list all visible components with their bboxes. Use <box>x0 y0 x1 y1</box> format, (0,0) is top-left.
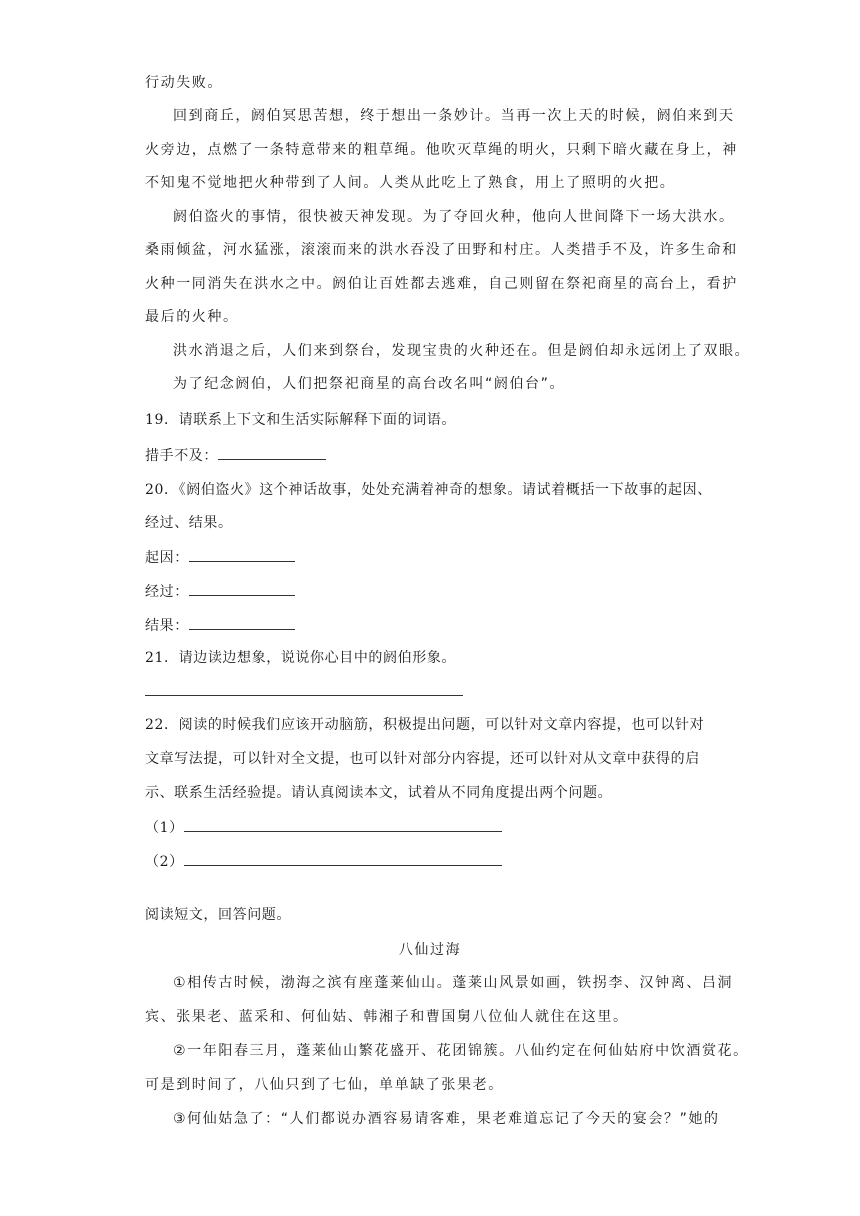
answer-blank[interactable] <box>218 445 326 460</box>
passage-line: 为了纪念阏伯，人们把祭祀商星的高台改名叫“阏伯台”。 <box>173 376 566 392</box>
passage-line: 宾、张果老、蓝采和、何仙姑、韩湘子和曹国舅八位仙人就住在这里。 <box>145 1009 629 1025</box>
cause-blank[interactable] <box>189 547 295 562</box>
passage-line: 阏伯盗火的事情，很快被天神发现。为了夺回火种，他向人世间降下一场大洪水。 <box>173 209 735 225</box>
passage-line: ③何仙姑急了：“人们都说办酒容易请客难，果老难道忘记了今天的宴会？”她的 <box>173 1111 720 1127</box>
question-22-line1: 22．阅读的时候我们应该开动脑筋，积极提出问题，可以针对文章内容提，也可以针对 <box>145 717 705 733</box>
item-1-blank[interactable] <box>184 817 502 832</box>
passage-line: 火种一同消失在洪水之中。阏伯让百姓都去逃难，自己则留在祭祀商星的高台上，看护 <box>145 276 738 292</box>
cause-label: 起因： <box>145 550 189 566</box>
term-label: 措手不及： <box>145 448 218 464</box>
passage-line: ②一年阳春三月，蓬莱仙山繁花盛开、花团锦簇。八仙约定在何仙姑府中饮酒赏花。 <box>173 1043 749 1059</box>
passage-line: ①相传古时候，渤海之滨有座蓬莱仙山。蓬莱山风景如画，铁拐李、汉钟离、吕洞 <box>173 975 734 991</box>
result-label: 结果： <box>145 618 189 634</box>
item-2-label: （2） <box>145 854 184 870</box>
question-20-line1: 20．《阏伯盗火》这个神话故事，处处充满着神奇的想象。请试着概括一下故事的起因、 <box>145 482 712 498</box>
passage-line: 最后的火种。 <box>145 309 239 325</box>
result-blank[interactable] <box>189 615 295 630</box>
process-blank[interactable] <box>189 581 295 596</box>
question-22-item-1 <box>145 817 715 838</box>
question-21: 21．请边读边想象，说说你心目中的阏伯形象。 <box>145 650 457 666</box>
passage-line: 可是到时间了，八仙只到了七仙，单单缺了张果老。 <box>145 1077 504 1093</box>
result-row <box>145 615 715 636</box>
passage-line: 回到商丘，阏伯冥思苦想，终于想出一条妙计。当再一次上天的时候，阏伯来到天 <box>173 108 735 124</box>
question-19-answer-row <box>145 445 715 466</box>
question-19: 19．请联系上下文和生活实际解释下面的词语。 <box>145 412 457 428</box>
passage-line: 行动失败。 <box>145 75 223 91</box>
cause-row <box>145 547 715 568</box>
question-22-item-2 <box>145 851 715 872</box>
item-1-label: （1） <box>145 820 184 836</box>
passage-line: 洪水消退之后，人们来到祭台，发现宝贵的火种还在。但是阏伯却永远闭上了双眼。 <box>173 343 751 359</box>
question-20-line2: 经过、结果。 <box>145 515 233 531</box>
question-22-line2: 文章写法提，可以针对全文提，也可以针对部分内容提，还可以针对从文章中获得的启 <box>145 751 700 767</box>
process-label: 经过： <box>145 584 189 600</box>
item-2-blank[interactable] <box>184 851 502 866</box>
passage-line: 火旁边，点燃了一条特意带来的粗草绳。他吹灭草绳的明火，只剩下暗火藏在身上，神 <box>145 142 738 158</box>
process-row <box>145 581 715 602</box>
answer-line[interactable] <box>145 695 463 696</box>
reading-instruction: 阅读短文，回答问题。 <box>145 907 291 923</box>
passage-line: 不知鬼不觉地把火种带到了人间。人类从此吃上了熟食，用上了照明的火把。 <box>145 175 676 191</box>
passage-line: 桑雨倾盆，河水猛涨，滚滚而来的洪水吞没了田野和村庄。人类措手不及，许多生命和 <box>145 242 738 258</box>
question-22-line3: 示、联系生活经验提。请认真阅读本文，试着从不同角度提出两个问题。 <box>145 785 613 801</box>
passage-title: 八仙过海 <box>398 942 462 958</box>
